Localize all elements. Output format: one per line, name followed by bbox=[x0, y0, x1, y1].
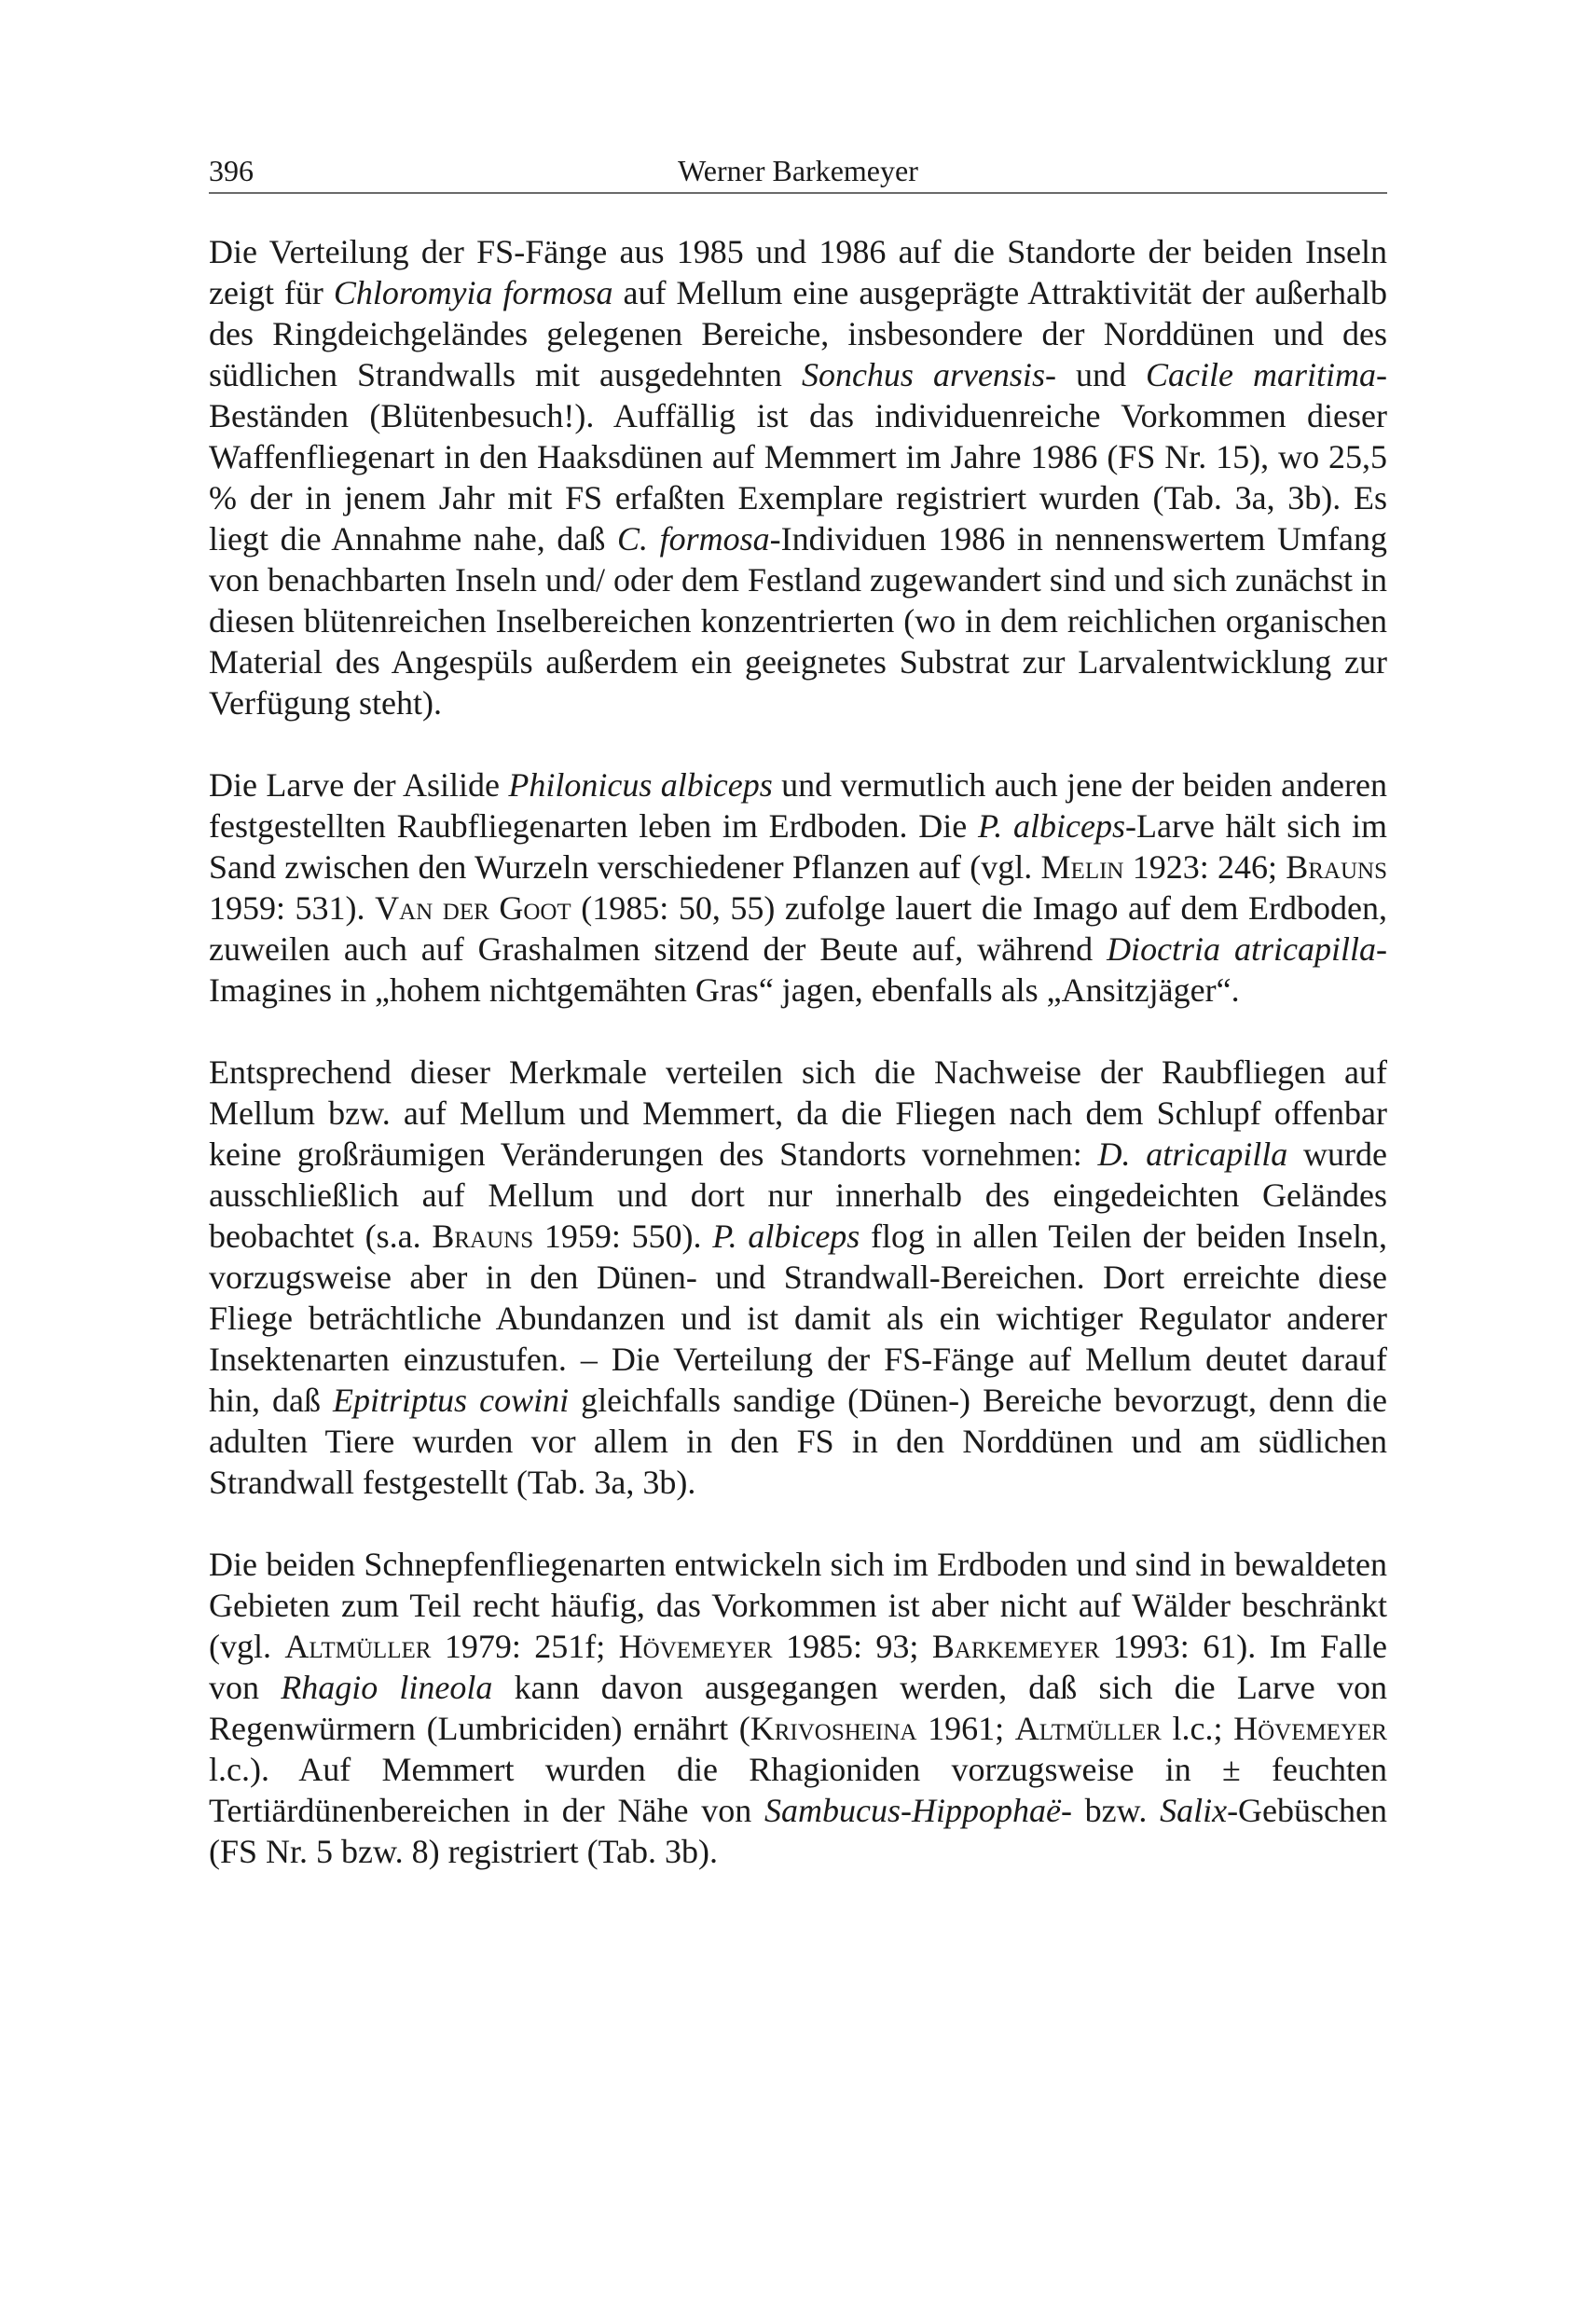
text-run: -Larve hält sich im Sand zwischen den Wurzeln verschiedener Pflanzen auf (vgl. bbox=[209, 807, 1387, 886]
author-citation: Krivosheina bbox=[750, 1710, 917, 1747]
paragraph-chloromyia bbox=[209, 231, 1387, 723]
text-run: 1959: 550). bbox=[533, 1218, 713, 1255]
text-run: 1979: 251f; bbox=[431, 1628, 619, 1665]
species-name: Chloromyia formosa bbox=[333, 274, 613, 311]
author-citation: Brauns bbox=[1286, 848, 1387, 886]
species-name: P. albiceps bbox=[712, 1218, 860, 1255]
species-name: Epitriptus cowini bbox=[333, 1382, 570, 1419]
text-run: Entsprechend dieser Merkmale verteilen sich die Nachweise der Raubfliegen auf Mellum bzw. auf Mellum und Memmert, da die Fliegen nach dem Schlupf offenbar keine großräumigen Veränderungen des Standorts vornehmen: bbox=[209, 1053, 1387, 1173]
author-citation: Brauns bbox=[432, 1218, 534, 1255]
body-text bbox=[209, 231, 1387, 1872]
species-name: D. atricapilla bbox=[1097, 1135, 1288, 1173]
page-number: 396 bbox=[209, 154, 254, 187]
text-run: kann davon ausgegangen werden, daß sich die Larve von Regenwürmern (Lumbriciden) ernährt ( bbox=[209, 1669, 1387, 1747]
text-run: -Imagines in „hohem nichtgemähten Gras“ jagen, ebenfalls als „Ansitzjäger“. bbox=[209, 930, 1387, 1009]
running-head bbox=[209, 149, 1387, 194]
author-citation: Hövemeyer bbox=[618, 1628, 773, 1665]
text-run: flog in allen Teilen der beiden Inseln, vorzugsweise aber in den Dünen- und Strandwall-Bereichen. Dort erreichte diese Fliege beträchtliche Abundanzen und ist damit als ein wichtiger Regulator anderer Insektenarten einzustufen. – Die Verteilung der FS-Fänge auf Mellum deutet darauf hin, daß bbox=[209, 1218, 1387, 1419]
text-run: 1923: 246; bbox=[1123, 848, 1286, 886]
text-run: 1959: 531). bbox=[209, 889, 376, 927]
text-run: 1985: 93; bbox=[772, 1628, 932, 1665]
text-run: (1985: 50, 55) zufolge lauert die Imago auf dem Erdboden, zuweilen auch auf Grashalmen sitzend der Beute auf, während bbox=[209, 889, 1388, 968]
species-name: Rhagio lineola bbox=[281, 1669, 493, 1706]
species-name: C. formosa bbox=[617, 520, 770, 557]
author-citation: Barkemeyer bbox=[931, 1628, 1100, 1665]
text-run: wurde ausschließlich auf Mellum und dort nur innerhalb des eingedeichten Geländes beobachtet (s.a. bbox=[209, 1135, 1388, 1255]
text-run: - bzw. bbox=[1060, 1792, 1161, 1829]
document-page bbox=[209, 149, 1387, 1913]
paragraph-asilide-larvae bbox=[209, 764, 1387, 1011]
author-citation: Altmüller bbox=[284, 1628, 432, 1665]
text-run: -Beständen (Blütenbesuch!). Auffällig ist das individuenreiche Vorkommen dieser Waffenfliegenart in den Haaksdünen auf Memmert im Jahre 1986 (FS Nr. 15), wo 25,5 % der in jenem Jahr mit FS erfaßten Exemplare registriert wurden (Tab. 3a, 3b). Es liegt die Annahme nahe, daß bbox=[209, 356, 1387, 557]
text-run: Die Larve der Asilide bbox=[209, 766, 509, 804]
paragraph-raubfliegen-distribution bbox=[209, 1052, 1387, 1503]
text-run: Die Verteilung der FS-Fänge aus 1985 und 1986 auf die Standorte der beiden Inseln zeigt für bbox=[209, 233, 1387, 311]
author-citation: Melin bbox=[1040, 848, 1124, 886]
text-run: Die beiden Schnepfenfliegenarten entwickeln sich im Erdboden und sind in bewaldeten Gebieten zum Teil recht häufig, das Vorkommen ist aber nicht auf Wälder beschränkt (vgl. bbox=[209, 1546, 1387, 1665]
species-name: Sonchus arvensis bbox=[801, 356, 1045, 393]
species-name: Salix bbox=[1160, 1792, 1228, 1829]
species-name: Philonicus albiceps bbox=[508, 766, 773, 804]
text-run: l.c.). Auf Memmert wurden die Rhagioniden vorzugsweise in ± feuchten Tertiärdünenbereichen in der Nähe von bbox=[209, 1751, 1387, 1829]
paragraph-schnepfenfliegen bbox=[209, 1544, 1387, 1872]
running-author: Werner Barkemeyer bbox=[678, 154, 918, 187]
text-run: -Gebüschen (FS Nr. 5 bzw. 8) registriert (Tab. 3b). bbox=[209, 1792, 1387, 1870]
text-run: -Individuen 1986 in nennenswertem Umfang von benachbarten Inseln und/ oder dem Festland zugewandert sind und sich zunächst in diesen blütenreichen Inselbereichen konzentrierten (wo in dem reichlichen organischen Material des Angespüls außerdem ein geeignetes Substrat zur Larvalentwicklung zur Verfügung steht). bbox=[209, 520, 1387, 722]
text-run: l.c.; bbox=[1161, 1710, 1234, 1747]
species-name: Cacile maritima bbox=[1145, 356, 1376, 393]
text-run: auf Mellum eine ausgeprägte Attraktivität der außerhalb des Ringdeichgeländes gelegenen Bereiche, insbesondere der Norddünen und des südlichen Strandwalls mit ausgedehnten bbox=[209, 274, 1387, 393]
author-citation: Hövemeyer bbox=[1233, 1710, 1387, 1747]
author-citation: Van der Goot bbox=[375, 889, 571, 927]
species-name: P. albiceps bbox=[977, 807, 1125, 845]
text-run: - und bbox=[1044, 356, 1146, 393]
text-run: 1993: 61). Im Falle von bbox=[209, 1628, 1387, 1706]
author-citation: Altmüller bbox=[1014, 1710, 1162, 1747]
text-run: und vermutlich auch jene der beiden anderen festgestellten Raubfliegenarten leben im Erdboden. Die bbox=[209, 766, 1388, 845]
text-run: 1961; bbox=[916, 1710, 1015, 1747]
text-run: gleichfalls sandige (Dünen-) Bereiche bevorzugt, denn die adulten Tiere wurden vor allem in den FS in den Norddünen und am südlichen Strandwall festgestellt (Tab. 3a, 3b). bbox=[209, 1382, 1387, 1501]
species-name: Sambucus-Hippophaë bbox=[764, 1792, 1061, 1829]
species-name: Dioctria atricapilla bbox=[1107, 930, 1376, 968]
